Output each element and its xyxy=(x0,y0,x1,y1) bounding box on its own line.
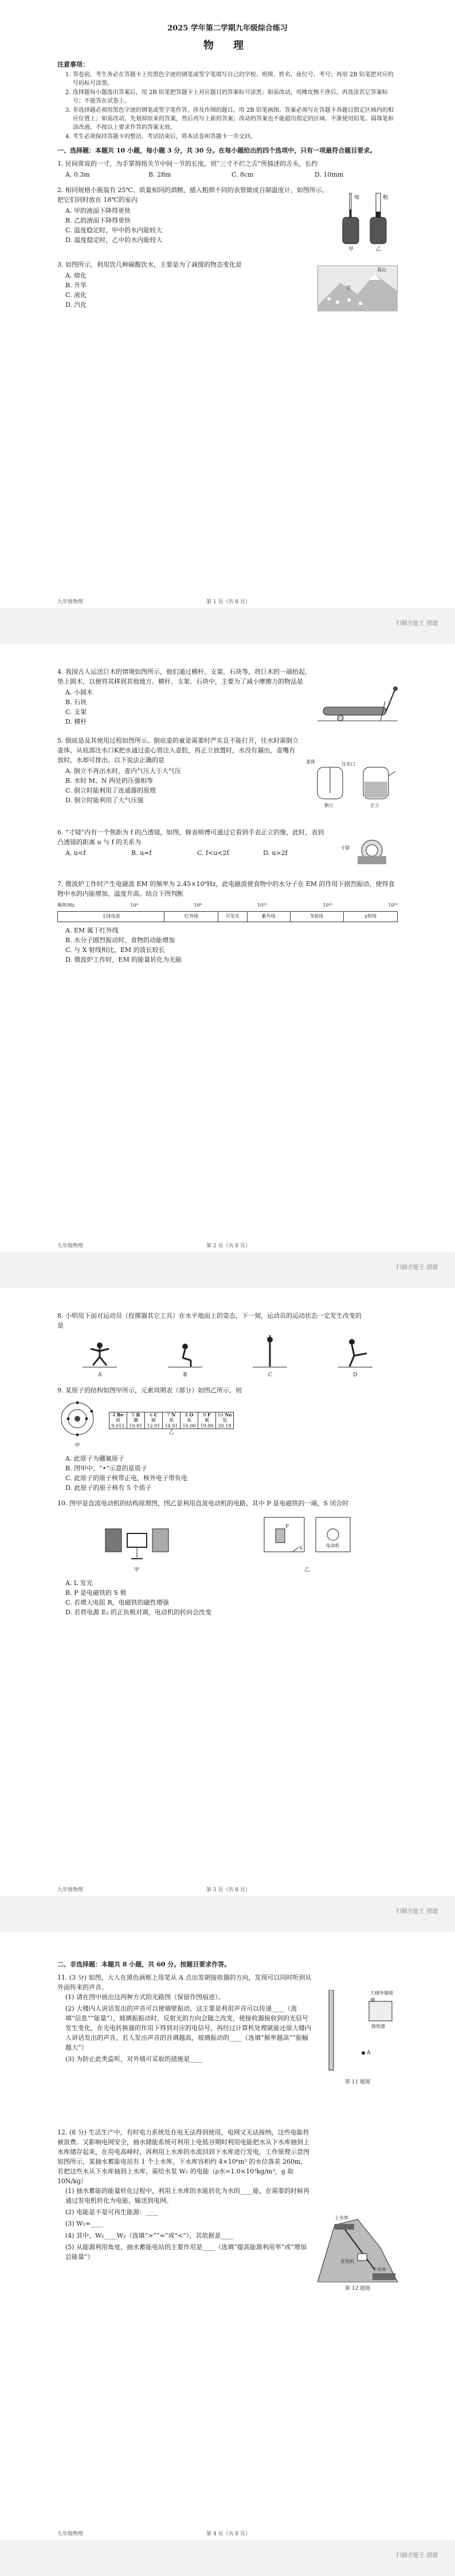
exam-page-3 xyxy=(0,1288,455,1896)
footer-subject: 九年级物理 xyxy=(57,1243,84,1249)
question-stem: 7. 微波炉工作时产生电磁波 EM 的频率为 2.45×10⁹Hz，此电磁波使食物中的水分子在 EM 的作用下剧烈振动，使得食物中水的内能增加，温度升高。结合下图判断 xyxy=(57,880,395,898)
option-b: B. u=f xyxy=(131,849,152,857)
options xyxy=(57,1578,398,1617)
question-2 xyxy=(57,185,398,254)
spectrum-bar xyxy=(57,911,398,922)
scan-watermark: 扫描全能王 创建 xyxy=(395,1908,438,1915)
element-cell: 10 Ne 氖 20.18 xyxy=(216,1412,234,1429)
option-a: A. 熔化 xyxy=(65,272,87,280)
option-b: B. 升华 xyxy=(65,282,87,290)
motor-structure-drawing xyxy=(100,1517,174,1563)
footer-subject: 九年级物理 xyxy=(57,2531,84,2537)
element-cell: 7 N 氮 14.01 xyxy=(163,1412,181,1429)
question-stem: 4. 我国古人运送巨木的情境如图所示，他们通过横杆、支架、石块等，将巨木的一端抬起，垫上圆木，以便将其移到其他地方。横杆、支架、石块中，主要为了减小摩擦力的物品是 xyxy=(57,668,311,686)
motor-figure-row xyxy=(57,1512,398,1575)
band-ultraviolet: 紫外线 xyxy=(248,912,291,921)
pose-label: A xyxy=(98,1372,102,1379)
band-visible: 可见光 xyxy=(218,912,247,921)
band-gamma: γ射线 xyxy=(364,914,377,919)
element-cell: 5 B 硼 10.81 xyxy=(127,1412,145,1429)
pose-label: B xyxy=(183,1372,187,1379)
options xyxy=(57,766,300,805)
label-yi: 乙 xyxy=(376,247,382,253)
sub-question: (1) 抽水蓄能的能量转化过程中，利用上水库的水能转化为水的____能，在需要的时候再通过发电机转化为电能，输送到电网。 xyxy=(65,2187,310,2205)
inverted-pot-figure xyxy=(306,759,398,813)
option-a: A. 倒立不再出水时，壶内气压大于大气压 xyxy=(65,767,181,775)
label-thick: 粗 xyxy=(383,195,389,201)
option-a: A. 此原子为硼氟原子 xyxy=(65,1454,124,1462)
circuit-figure-label: 乙 xyxy=(304,1567,309,1574)
scan-watermark: 扫描全能王 创建 xyxy=(395,1264,438,1271)
bottles-drawing xyxy=(335,189,398,252)
sub-question: (3) 为防止此类监听，对外墙可采取的措施是____ xyxy=(65,2055,203,2063)
notice-heading: 注意事项： xyxy=(57,61,89,69)
option-c: C. 支架 xyxy=(65,708,87,716)
option-c: C. f<u<2f xyxy=(197,849,229,857)
figure-caption: 第 12 题图 xyxy=(344,2286,371,2292)
window-listening-figure xyxy=(317,1990,398,2087)
label-receiver: 接收器 xyxy=(371,2024,385,2029)
question-3 xyxy=(57,260,398,323)
label-generator: 发电机 xyxy=(340,2259,354,2265)
sub-question: (2) 大楼内人讲话发出的声音可以使墙壁振动，这主要是利用声音可以传递____（选填“信息”“能量”），玻璃振振动时，反射光的方向会随之改变，使接收器接收到的光信号发生变化，在光电转换器的作用下得到对应的电信号，再经过计算机处理就能还原大楼内人讲话发出的声音，若人发出声音的音调越高，玻璃振动的____（选填“频率越高”“振幅越大”） xyxy=(65,2005,311,2052)
pose-c-drawing xyxy=(253,1334,287,1368)
label-inlet: 注水口 xyxy=(342,762,355,767)
spectrum-tick: 10¹² xyxy=(257,903,267,908)
question-stem: 12. (8 分) 生活生产中，有时电力系统处在电无法得到使用，电网又无法接纳，这些电能将被浪费。又影响电网安全，抽水储能系统可利用上电低谷期时利用电能把水从下水库抽到上水库储存起来，在用电高峰时，再利用上水库的水流回到下水库进行发电，工作原理示意图如图所示，某抽水蓄能电站有 1 个上水库，下水库容积约 4×10⁶m³ 的水位落差 260m，若把这些水从下水库抽到上水库，需给水泵 W₁ 的电能（ρ水=1.0×10³kg/m³，g 取 10N/kg） xyxy=(57,2129,309,2185)
option-d: D. u>2f xyxy=(263,849,288,857)
options xyxy=(57,688,312,727)
option-c: C. 与 X 射线相比，EM 的波长较长 xyxy=(65,946,165,954)
question-7 xyxy=(57,879,398,965)
motor-circuit-drawing xyxy=(258,1512,356,1563)
label-mountain: 高山 xyxy=(377,267,386,273)
scan-watermark: 扫描全能王 创建 xyxy=(395,620,438,627)
option-b: B. 28m xyxy=(148,171,171,179)
label-loupe: 寸镜 xyxy=(340,845,350,850)
pose-label: C xyxy=(268,1372,272,1379)
option-c: C. 8cm xyxy=(232,171,254,179)
periodic-table xyxy=(109,1412,234,1429)
question-stem: 1. 民间常说的一寸，为手掌拇指关节中间一节的长度，则“三寸不烂之舌”所描述的舌头，长约 xyxy=(57,160,318,168)
exam-page-4 xyxy=(0,1932,455,2540)
pose-b-drawing xyxy=(168,1334,202,1368)
question-1 xyxy=(57,159,398,179)
option-c: C. 液化 xyxy=(65,291,87,299)
spectrum-tick: 10²⁰ xyxy=(388,903,398,908)
sub-question: (2) 电能是不是可再生能源：____ xyxy=(65,2208,159,2216)
subject-title: 物 理 xyxy=(203,40,252,52)
pose-d-drawing xyxy=(338,1334,372,1368)
section-2-heading: 二、非选择题：本题共 8 小题，共 60 分。按题目要求作答。 xyxy=(57,1961,231,1968)
option-c: C. 温度稳定时，甲中的水内能较大 xyxy=(65,227,163,235)
option-b: B. 石块 xyxy=(65,698,87,707)
exam-page-2 xyxy=(0,644,455,1252)
option-c: C. 此原子的原子核带正电，核外电子带负电 xyxy=(65,1474,188,1482)
spectrum-tick: 10⁸ xyxy=(194,903,202,908)
em-spectrum-figure xyxy=(57,902,398,922)
options xyxy=(57,848,329,858)
option-a: A. 0.3m xyxy=(65,171,90,179)
option-a: A. EM 属于红外线 xyxy=(65,926,119,934)
label-inverted: 倒立 xyxy=(324,803,334,808)
option-a: A. 小圆木 xyxy=(65,689,93,697)
option-b: B. 水时 M、N 两处的压强相等 xyxy=(65,777,153,785)
label-upright: 正立 xyxy=(370,803,379,808)
snow-mountain-figure xyxy=(317,266,398,314)
pose-a xyxy=(83,1334,117,1380)
table-figure-label: 乙 xyxy=(168,1429,174,1435)
element-cell: 8 O 氧 16.00 xyxy=(181,1412,198,1429)
band-radio: 无线电波 xyxy=(58,912,164,921)
periodic-table-figure xyxy=(109,1412,234,1437)
spectrum-tick: 10⁴ xyxy=(130,903,138,908)
label-point-a: A xyxy=(367,2050,371,2056)
question-stem: 8. 小明用下面对运动员（投掷器其它工具）在水平地面上的姿态，下一刻，运动员的运动状态一定发生改变的是 xyxy=(57,1312,362,1330)
option-d: D. 此原子的原子核有 5 个质子 xyxy=(65,1484,152,1492)
option-d: D. 汽化 xyxy=(65,301,87,309)
sub-question: (1) 请在图中画出这两种方式的光路图（保留作图痕迹）。 xyxy=(65,1993,225,2001)
question-stem: 3. 如图所示，利用饮几种碳酸饮水，主要是为了减缓的物态变化是 xyxy=(57,261,242,269)
options xyxy=(57,1454,398,1493)
notice-list xyxy=(65,71,398,141)
label-jia: 甲 xyxy=(348,247,354,253)
option-c: C. 倒立时能利用了连通器的原理 xyxy=(65,787,156,795)
log-transport-figure xyxy=(317,684,398,727)
question-11 xyxy=(57,1973,398,2122)
question-5 xyxy=(57,736,398,822)
footer-subject: 九年级物理 xyxy=(57,1887,84,1893)
options xyxy=(57,206,329,245)
element-cell: 4 Be 铍 9.012 xyxy=(109,1412,127,1429)
option-a: A. u<f xyxy=(65,849,86,857)
option-c: C. 若增大电阻 R，电磁铁的磁性增强 xyxy=(65,1599,169,1607)
exam-page-1 xyxy=(0,0,455,608)
question-9 xyxy=(57,1385,398,1493)
notice-item: 3. 非选择题必须用黑色字迹的钢笔或签字笔作答，涉及作图的题目，用 2B 铅笔画图。答案必须写在答题卡各题目指定区域内的相应位置上；如需改动，先划掉原来的答案，然后再写上新的答案；改动的答案也不能超出指定的区域。不准使用铅笔、圆珠笔和涂改液。不按以上要求作答的答案无效。 xyxy=(65,107,394,131)
label-glass-wall: 大楼外墙玻璃 xyxy=(370,1990,393,2003)
pose-a-drawing xyxy=(83,1334,117,1368)
footer-page-number: 第 2 页（共 8 页） xyxy=(206,1243,250,1249)
label-thin: 细 xyxy=(354,195,360,201)
option-a: A. L 发光 xyxy=(65,1579,93,1587)
motor-figure-label: 甲 xyxy=(134,1567,139,1574)
element-cell: 6 C 碳 12.01 xyxy=(145,1412,163,1429)
question-6 xyxy=(57,828,398,873)
question-4 xyxy=(57,667,398,730)
section-1-heading: 一、选择题：本题共 10 小题，每小题 3 分，共 30 分。在每小题给出的四个选项中，只有一项最符合题目要求。 xyxy=(57,147,376,155)
option-d: D. 温度稳定时，乙中的水内能较大 xyxy=(65,236,163,244)
question-stem: 2. 相同规格小瓶装有 25℃、质量相同的酒精，插入粗细不同的表管做成自制温度计，如图所示。把它们同时放在 18℃的室内 xyxy=(57,186,328,204)
exam-title: 2025 学年第二学期九年级综合练习 xyxy=(167,24,288,33)
pose-d xyxy=(338,1334,372,1380)
atom-figure-label: 甲 xyxy=(74,1442,80,1449)
sub-question: (3) W₁=____ xyxy=(65,2220,104,2228)
option-d: D. 10mm xyxy=(315,171,344,179)
option-b: B. 乙的液面下降得更快 xyxy=(65,217,131,225)
atom-figure-row xyxy=(57,1399,398,1450)
scan-watermark: 扫描全能王 创建 xyxy=(395,2552,438,2559)
notice-item: 1. 答卷前，考生务必在答题卡上用黑色字迹的钢笔或签字笔填写自己的学校、班级、姓名、座位号、考号；再用 2B 铅笔把对应的号码标号涂黑。 xyxy=(65,72,394,87)
question-10 xyxy=(57,1498,398,1617)
option-b: B. 图甲中，“•”示意的是质子 xyxy=(65,1464,147,1472)
option-b: B. P 是电磁铁的 S 极 xyxy=(65,1589,127,1597)
options xyxy=(57,170,398,179)
motor-structure-figure xyxy=(100,1517,174,1575)
pose-c xyxy=(253,1334,287,1380)
footer-page-number: 第 4 页（共 8 页） xyxy=(206,2531,250,2537)
spectrum-axis-label: 频率/Hz xyxy=(57,903,74,908)
label-pot-body: 壶体 xyxy=(306,759,315,764)
notice-item: 4. 考生必须保持答题卡的整洁，考试结束后，将本试卷和答题卡一并交回。 xyxy=(65,134,256,140)
label-lower-reservoir: 下水库 xyxy=(372,2267,386,2273)
thermometer-bottles-figure xyxy=(335,189,398,255)
element-cell: 9 F 氟 19.00 xyxy=(198,1412,216,1429)
log-transport-drawing xyxy=(317,684,398,724)
question-stem: 6. “寸镜”内有一个焦距为 f 的凸透镜，如图，修表师傅可通过它看到手表正立的像，此时，表到凸透镜的距离 u 与 f 的关系为 xyxy=(57,829,324,846)
sub-question: (4) 其中，W₁____W₂（选填“>”“=”或“<”），其依据是____ xyxy=(65,2231,234,2239)
options xyxy=(57,926,398,965)
loupe-figure xyxy=(340,833,398,871)
option-d: D. 横杆 xyxy=(65,718,87,726)
label-snow: 雪 xyxy=(346,286,351,291)
sub-question: (5) 从能源利用角度，抽水蓄能电站的主要作用是____（选填“提高能源利用率”或“增加总能量”） xyxy=(65,2243,307,2261)
notice-item: 2. 选择题每小题选出答案后，用 2B 铅笔把答题卡上对应题目的答案标号涂黑；如需改动，用橡皮擦干净后，再选涂其它答案标号；不能答在试卷上。 xyxy=(65,89,388,105)
pumped-storage-figure xyxy=(317,2214,398,2293)
option-b: B. 水分子剧烈振动时，食物的动能增加 xyxy=(65,936,175,944)
pose-b xyxy=(168,1334,202,1380)
option-d: D. 倒立时能利用了大气压强 xyxy=(65,797,144,805)
question-8 xyxy=(57,1311,398,1380)
option-a: A. 甲的液面下降得更快 xyxy=(65,207,131,215)
figure-caption: 第 11 题图 xyxy=(344,2079,371,2086)
footer-subject: 九年级物理 xyxy=(57,599,84,605)
band-infrared: 红外线 xyxy=(164,912,218,921)
band-xray: X射线 xyxy=(291,912,344,921)
footer-page-number: 第 1 页（共 8 页） xyxy=(206,599,250,605)
label-p: P xyxy=(285,1524,289,1529)
atom-structure-drawing xyxy=(57,1399,97,1439)
label-motor: 电动机 xyxy=(325,1543,340,1549)
option-d: D. 微波炉工作时，EM 的能量转化为光能 xyxy=(65,956,182,964)
question-stem: 5. 倒底是及其使用过程如图所示。倒底壶的童是需要时严实且不能打开，往水时需倒立壶体，从底部注水口K把水通过壶心管注入壶腔，再正立放置时，水没有漏出，壶嘴有放时，水却可排出。以下说法正确的是 xyxy=(57,737,299,764)
atom-structure-figure xyxy=(57,1399,97,1450)
option-d: D. 若将电源 E₂ 的正负极对调，电动机的转向会改变 xyxy=(65,1609,211,1617)
motor-circuit-figure xyxy=(258,1512,356,1575)
question-12 xyxy=(57,2128,398,2292)
pose-label: D xyxy=(353,1372,358,1379)
options xyxy=(57,271,312,310)
question-stem: 10. 图甲是直流电动机的结构原理图，图乙是利用直流电动机的电路，其中 P 是电磁铁的一端，S 闭合时 xyxy=(57,1500,349,1508)
label-upper-reservoir: 上水库 xyxy=(335,2215,348,2221)
label-s: S xyxy=(299,1545,303,1551)
question-stem: 11. (3 分) 如图，大人在黑色画框上用笔从 A 点出发朝接收器的方向，发现可以同时听到从外面传来的声音。 xyxy=(57,1974,312,1992)
footer-page-number: 第 3 页（共 8 页） xyxy=(206,1887,250,1893)
question-stem: 9. 某原子的结构如图甲所示，元素周期表（部分）如图乙所示，则 xyxy=(57,1386,242,1394)
athlete-poses-figure xyxy=(57,1334,398,1380)
spectrum-tick: 10¹⁶ xyxy=(323,903,332,908)
